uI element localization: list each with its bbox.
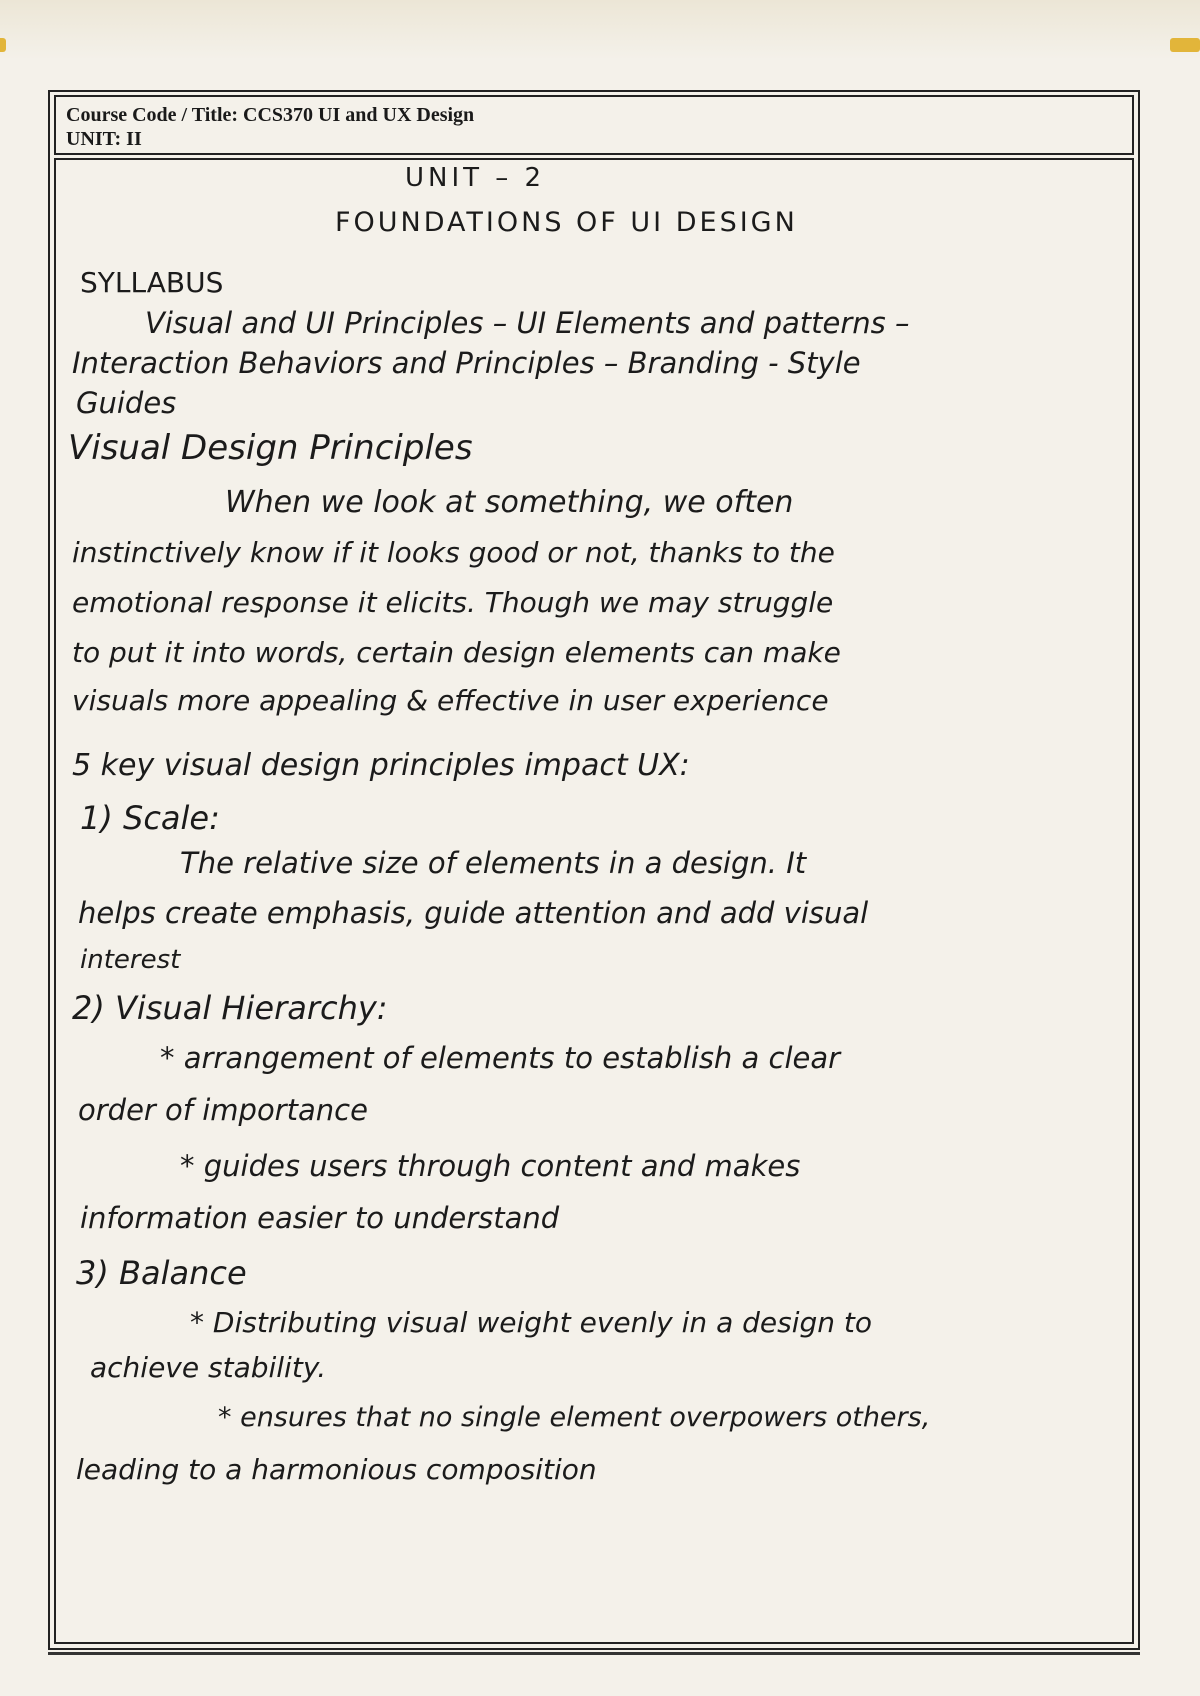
tape-mark-left bbox=[0, 38, 6, 52]
intro-line-3: emotional response it elicits. Though we may struggle bbox=[72, 586, 834, 619]
principle-2-line-4: information easier to understand bbox=[80, 1201, 560, 1235]
course-header bbox=[54, 95, 1134, 155]
intro-line-2: instinctively know if it looks good or not, thanks to the bbox=[72, 536, 835, 569]
principle-1-line-1: The relative size of elements in a design. It bbox=[180, 846, 807, 880]
principle-2-line-3: * guides users through content and makes bbox=[180, 1149, 801, 1183]
unit-label: UNIT: II bbox=[66, 128, 142, 150]
principle-2-title: 2) Visual Hierarchy: bbox=[72, 989, 388, 1027]
unit-heading: UNIT – 2 bbox=[405, 163, 546, 193]
section-heading: Visual Design Principles bbox=[68, 428, 473, 468]
intro-line-5: visuals more appealing & effective in user experience bbox=[72, 684, 829, 717]
course-title: Course Code / Title: CCS370 UI and UX Design bbox=[66, 104, 475, 126]
key-principles-line: 5 key visual design principles impact UX: bbox=[72, 748, 690, 783]
principle-3-line-2: achieve stability. bbox=[90, 1351, 327, 1384]
principle-3-line-1: * Distributing visual weight evenly in a design to bbox=[190, 1306, 873, 1339]
principle-3-line-4: leading to a harmonious composition bbox=[76, 1453, 597, 1486]
tape-mark-right bbox=[1170, 38, 1200, 52]
principle-1-line-3: interest bbox=[80, 945, 181, 975]
principle-2-line-2: order of importance bbox=[78, 1093, 368, 1127]
page-top-shade bbox=[0, 0, 1200, 60]
intro-line-4: to put it into words, certain design elements can make bbox=[72, 636, 841, 669]
syllabus-line-1: Visual and UI Principles – UI Elements and patterns – bbox=[145, 306, 910, 340]
subject-heading: FOUNDATIONS OF UI DESIGN bbox=[335, 207, 798, 238]
principle-1-line-2: helps create emphasis, guide attention and add visual bbox=[78, 896, 869, 930]
intro-line-1: When we look at something, we often bbox=[225, 485, 794, 520]
principle-2-line-1: * arrangement of elements to establish a clear bbox=[160, 1041, 841, 1075]
principle-3-line-3: * ensures that no single element overpowers others, bbox=[218, 1402, 931, 1433]
principle-1-title: 1) Scale: bbox=[80, 799, 220, 837]
principle-3-title: 3) Balance bbox=[76, 1254, 247, 1292]
syllabus-line-3: Guides bbox=[76, 386, 177, 420]
bottom-rule bbox=[48, 1652, 1140, 1655]
syllabus-line-2: Interaction Behaviors and Principles – Branding - Style bbox=[72, 346, 861, 380]
syllabus-label: SYLLABUS bbox=[80, 266, 224, 299]
